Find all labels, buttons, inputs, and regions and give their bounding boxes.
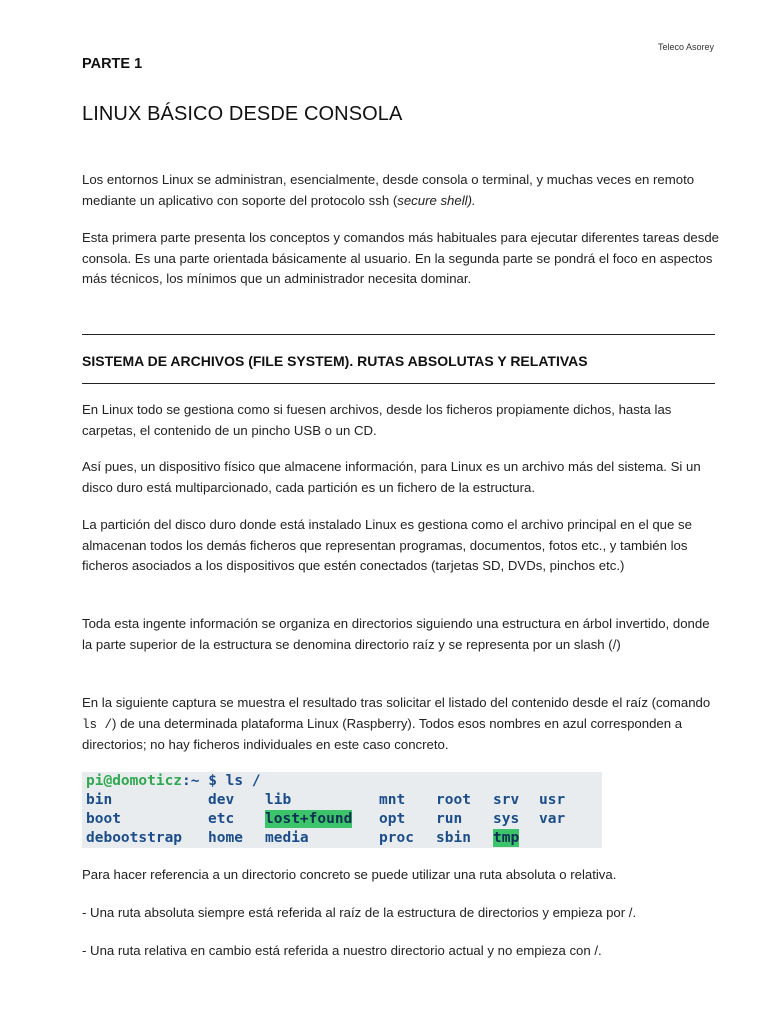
directory-entry: var (539, 811, 566, 827)
directory-entry: run (436, 811, 463, 827)
terminal-row (82, 810, 602, 828)
directory-entry: media (265, 830, 309, 846)
directory-entry: sys (493, 811, 520, 827)
terminal-row (82, 791, 602, 809)
directory-entry: boot (86, 811, 121, 827)
section-rule-bottom (82, 383, 715, 384)
inline-code-ls: ls / (82, 717, 113, 732)
section-title: SISTEMA DE ARCHIVOS (FILE SYSTEM). RUTAS ABSOLUTAS Y RELATIVAS (82, 353, 588, 369)
terminal-prompt-command: :~ $ ls / (182, 773, 261, 789)
directory-entry: debootstrap (86, 830, 183, 846)
intro-paragraph-2: Esta primera parte presenta los conceptos y comandos más habituales para ejecutar diferentes tareas desde consola. Es una parte orientada básicamente al usuario. En la segunda parte se pondrá el foco en aspectos más técnicos, los mínimos que un administrador necesita dominar. (82, 230, 720, 286)
section-rule-top (82, 334, 715, 335)
page-header-author: Teleco Asorey (657, 42, 714, 52)
directory-entry: lost+found (265, 811, 353, 827)
terminal-prompt-user: pi@domoticz (86, 773, 183, 789)
terminal-row (82, 829, 602, 847)
terminal-screenshot (82, 772, 602, 848)
part-label: PARTE 1 (82, 56, 143, 72)
terminal-prompt (86, 772, 261, 790)
section-paragraph-5-before: En la siguiente captura se muestra el resultado tras solicitar el listado del contenido desde el raíz (comando (82, 695, 711, 710)
directory-entry: etc (208, 811, 235, 827)
page-title: LINUX BÁSICO DESDE CONSOLA (82, 103, 403, 125)
section-paragraph-5 (82, 693, 722, 756)
directory-entry: lib (265, 792, 292, 808)
directory-entry: sbin (436, 830, 471, 846)
directory-entry: bin (86, 792, 113, 808)
paragraph-after-terminal-2: - Una ruta absoluta siempre está referida al raíz de la estructura de directorios y empieza por /. (82, 905, 637, 920)
directory-entry: home (208, 830, 243, 846)
section-paragraph-1: En Linux todo se gestiona como si fuesen archivos, desde los ficheros propiamente dichos, hasta las carpetas, el contenido de un pincho USB o un CD. (82, 402, 672, 438)
section-paragraph-5-after: ) de una determinada plataforma Linux (Raspberry). Todos esos nombres en azul corresponden a directorios; no hay ficheros individuales en este caso concreto. (82, 715, 683, 752)
paragraph-after-terminal-1: Para hacer referencia a un directorio concreto se puede utilizar una ruta absoluta o relativa. (82, 867, 617, 882)
intro-paragraph-1-text: Los entornos Linux se administran, esencialmente, desde consola o terminal, y muchas veces en remoto mediante un aplicativo con soporte del protocolo ssh ( (82, 172, 695, 208)
directory-entry: proc (379, 830, 414, 846)
directory-entry: root (436, 792, 471, 808)
intro-paragraph-1 (82, 170, 722, 211)
directory-entry: dev (208, 792, 235, 808)
intro-paragraph-1-italic: secure shell). (397, 192, 476, 208)
directory-entry: mnt (379, 792, 406, 808)
paragraph-after-terminal-3: - Una ruta relativa en cambio está referida a nuestro directorio actual y no empieza con /. (82, 943, 602, 958)
section-paragraph-4: Toda esta ingente información se organiza en directorios siguiendo una estructura en árbol invertido, donde la parte superior de la estructura se denomina directorio raíz y se representa por un slash (/) (82, 616, 710, 652)
section-paragraph-2: Así pues, un dispositivo físico que almacene información, para Linux es un archivo más del sistema. Si un disco duro está multiparcionado, cada partición es un fichero de la estructura. (82, 459, 701, 495)
directory-entry: srv (493, 792, 520, 808)
section-paragraph-3: La partición del disco duro donde está instalado Linux es gestiona como el archivo principal en el que se almacenan todos los demás ficheros que representan programas, documentos, fotos etc., y también los ficheros asociados a los dispositivos que estén conectados (tarjetas SD, DVDs, pinchos etc.) (82, 517, 692, 573)
directory-entry: usr (539, 792, 566, 808)
directory-entry: tmp (493, 830, 520, 846)
directory-entry: opt (379, 811, 406, 827)
